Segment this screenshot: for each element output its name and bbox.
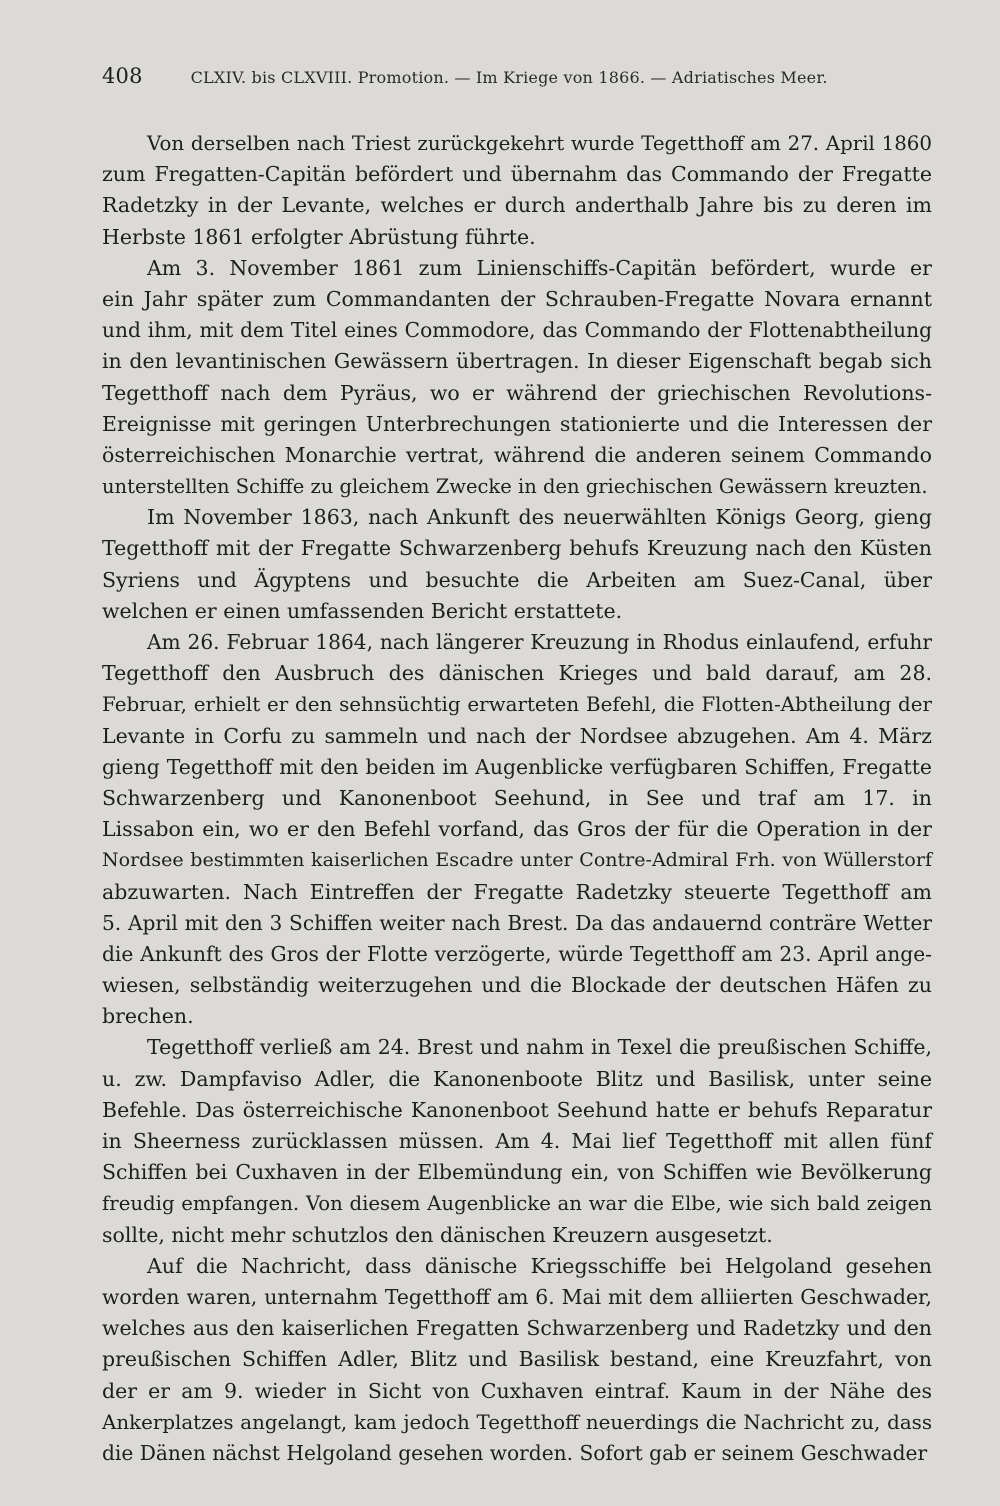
paragraph [102,1032,932,1250]
text-line: Syriens und Ägyptens und besuchte die Arbeiten am Suez-Canal, über [102,567,932,592]
text-line: Von derselben nach Triest zurückgekehrt wurde Tegetthoff am 27. April 1860 [147,132,932,155]
text-line: die Dänen nächst Helgoland gesehen worden. Sofort gab er seinem Geschwader [102,1440,928,1465]
text-line: Schiffen bei Cuxhaven in der Elbemündung ein, von Schiffen wie Bevölkerung [102,1160,932,1185]
text-line: Am 3. November 1861 zum Linienschiffs-Capitän befördert, wurde er [147,255,932,280]
text-line: Radetzky in der Levante, welches er durch anderthalb Jahre bis zu deren im [102,193,932,218]
paragraph [102,1251,932,1469]
text-line: Im November 1863, nach Ankunft des neuerwählten Königs Georg, gieng [147,505,932,530]
text-line: brechen. [102,1004,194,1029]
text-line: und ihm, mit dem Titel eines Commodore, das Commando der Flottenabtheilung [102,318,932,343]
text-line: der er am 9. wieder in Sicht von Cuxhaven eintraf. Kaum in der Nähe des [102,1378,932,1403]
text-line: preußischen Schiffen Adler, Blitz und Basilisk bestand, eine Kreuzfahrt, von [102,1347,932,1372]
text-line: Tegetthoff nach dem Pyräus, wo er während der griechischen Revolutions- [102,380,932,405]
text-line: Tegetthoff verließ am 24. Brest und nahm in Texel die preußischen Schiffe, [147,1035,932,1060]
text-line: in Sheerness zurücklassen müssen. Am 4. Mai lief Tegetthoff mit allen fünf [102,1129,932,1153]
body-text [102,128,932,1469]
text-line: sollte, nicht mehr schutzlos den dänischen Kreuzern ausgesetzt. [102,1222,773,1247]
text-line: gieng Tegetthoff mit den beiden im Augenblicke verfügbaren Schiffen, Fregatte [102,754,932,779]
text-line: Februar, erhielt er den sehnsüchtig erwarteten Befehl, die Flotten-Abtheilung der [102,693,932,717]
running-title: CLXIV. bis CLXVIII. Promotion. — Im Kriege von 1866. — Adriatisches Meer. [190,68,828,87]
text-line: wiesen, selbständig weiterzugehen und die Blockade der deutschen Häfen zu [102,973,932,998]
page-header [102,64,882,88]
text-line: Auf die Nachricht, dass dänische Kriegsschiffe bei Helgoland gesehen [147,1253,932,1278]
text-line: 5. April mit den 3 Schiffen weiter nach Brest. Da das andauernd conträre Wetter [102,910,932,935]
text-line: Lissabon ein, wo er den Befehl vorfand, das Gros der für die Operation in der [102,817,932,842]
paragraph [102,128,932,253]
text-line: Nordsee bestimmten kaiserlichen Escadre unter Contre-Admiral Frh. von Wüllerstorf [102,849,932,872]
text-line: u. zw. Dampfaviso Adler, die Kanonenboote Blitz und Basilisk, unter seine [102,1066,932,1091]
text-line: freudig empfangen. Von diesem Augenblicke an war die Elbe, wie sich bald zeigen [102,1192,932,1216]
text-line: welchen er einen umfassenden Bericht erstattete. [102,598,623,623]
text-line: Ankerplatzes angelangt, kam jedoch Tegetthoff neuerdings die Nachricht zu, dass [102,1410,932,1434]
text-line: die Ankunft des Gros der Flotte verzögerte, würde Tegetthoff am 23. April ange- [102,941,932,966]
text-line: Schwarzenberg und Kanonenboot Seehund, in See und traf am 17. in [102,785,932,810]
text-line: Ereignisse mit geringen Unterbrechungen stationierte und die Interessen der [102,411,932,436]
text-line: welches aus den kaiserlichen Fregatten Schwarzenberg und Radetzky und den [102,1316,932,1341]
paragraph [102,627,932,1032]
text-line: Tegetthoff den Ausbruch des dänischen Krieges und bald darauf, am 28. [102,661,932,686]
text-line: unterstellten Schiffe zu gleichem Zwecke in den griechischen Gewässern kreuzten. [102,475,928,499]
page-number: 408 [102,64,143,88]
text-line: worden waren, unternahm Tegetthoff am 6. Mai mit dem alliierten Geschwader, [102,1284,932,1309]
text-line: Herbste 1861 erfolgter Abrüstung führte. [102,224,536,249]
text-line: Tegetthoff mit der Fregatte Schwarzenberg behufs Kreuzung nach den Küsten [102,536,932,561]
text-line: abzuwarten. Nach Eintreffen der Fregatte Radetzky steuerte Tegetthoff am [102,879,932,904]
text-line: österreichischen Monarchie vertrat, während die anderen seinem Commando [102,442,932,467]
text-line: Levante in Corfu zu sammeln und nach der Nordsee abzugehen. Am 4. März [102,723,932,748]
text-line: Befehle. Das österreichische Kanonenboot Seehund hatte er behufs Reparatur [102,1097,932,1122]
text-line: Am 26. Februar 1864, nach längerer Kreuzung in Rhodus einlaufend, erfuhr [147,630,932,654]
text-line: zum Fregatten-Capitän befördert und übernahm das Commando der Fregatte [102,162,932,187]
paragraph [102,502,932,627]
paragraph [102,253,932,503]
text-line: in den levantinischen Gewässern übertragen. In dieser Eigenschaft begab sich [102,349,932,374]
text-line: ein Jahr später zum Commandanten der Schrauben-Fregatte Novara ernannt [102,286,932,311]
